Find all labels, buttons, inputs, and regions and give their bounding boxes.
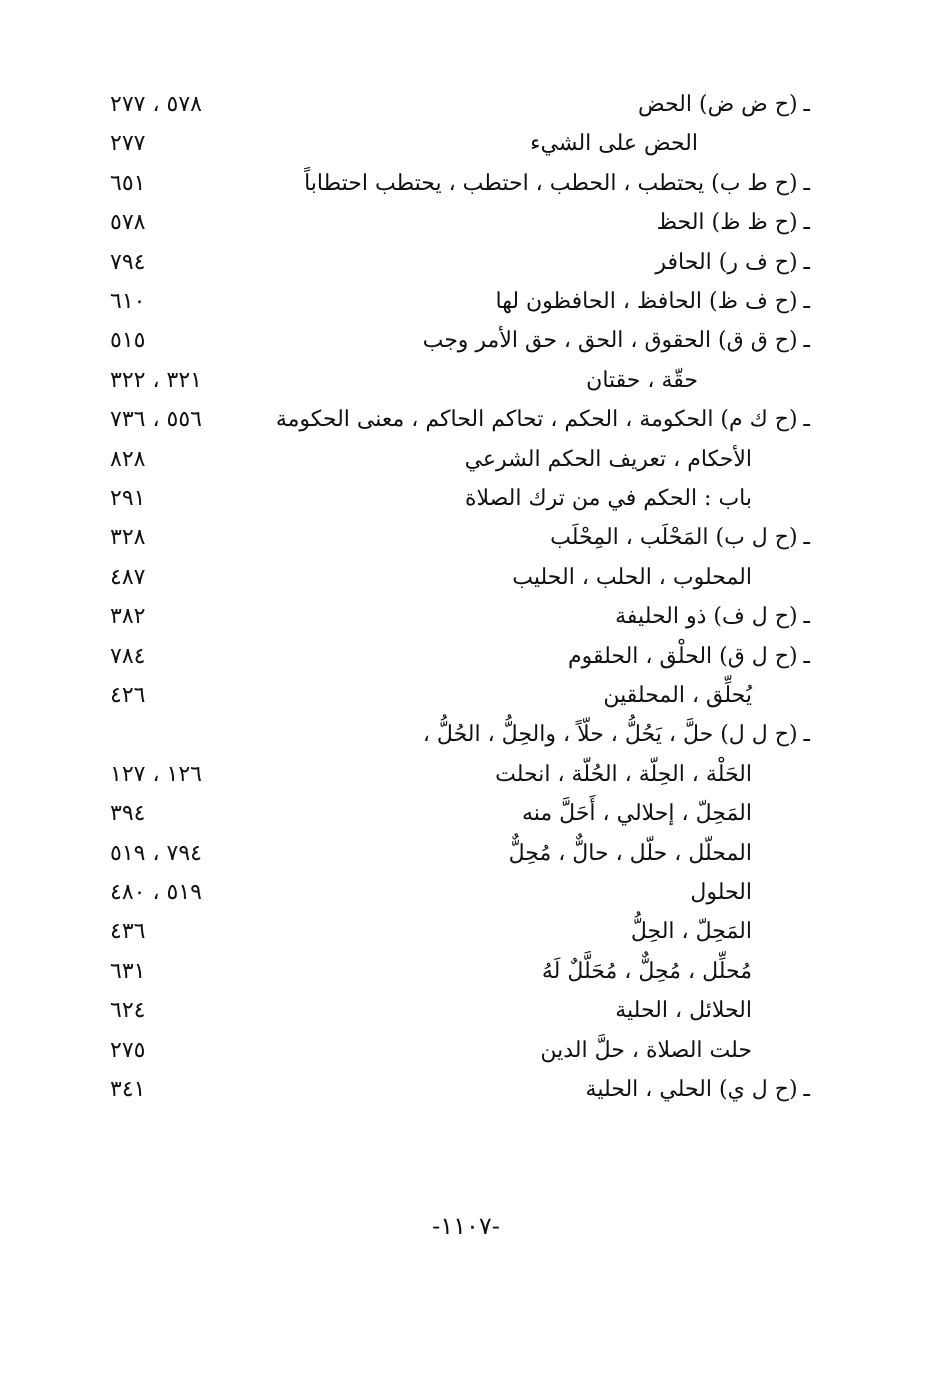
entry-pages: ٣٨٢ xyxy=(110,604,146,630)
index-entry xyxy=(110,244,810,282)
entry-pages: ٤٨٧ xyxy=(110,564,146,590)
entry-terms: المَحِلّ ، إحلالي ، أَحَلَّ منه xyxy=(521,801,752,827)
index-entry xyxy=(110,559,810,597)
index-entry xyxy=(110,362,810,400)
entry-terms: (ح ط ب) يحتطب ، الحطب ، احتطب ، يحتطب احتطاباً xyxy=(304,170,798,196)
entry-text xyxy=(495,756,752,794)
index-entry xyxy=(110,992,810,1030)
entry-dash: ـ xyxy=(803,525,810,551)
index-entry xyxy=(110,441,810,479)
entry-dash: ـ xyxy=(803,722,810,748)
index-entry xyxy=(110,756,810,794)
index-entry xyxy=(110,204,810,242)
index-entry xyxy=(110,1071,810,1109)
entry-terms: (ح ق ق) الحقوق ، الحق ، حق الأمر وجب xyxy=(422,328,798,354)
entry-text xyxy=(586,1071,810,1109)
entry-pages: ٣٩٤ xyxy=(110,801,146,827)
entry-terms: (ح ل ي) الحلي ، الحلية xyxy=(585,1077,798,1102)
entry-text xyxy=(550,519,810,557)
entry-text xyxy=(522,795,752,833)
entry-pages: ١٢٦ ، ١٢٧ xyxy=(110,761,202,787)
index-entry xyxy=(110,677,810,715)
index-entry xyxy=(110,480,810,518)
entry-text xyxy=(690,874,752,912)
index-entry xyxy=(110,638,810,676)
entry-text xyxy=(540,1032,752,1070)
entry-text xyxy=(304,165,810,203)
entry-pages: ٢٩١ xyxy=(110,486,146,511)
entry-terms: المحلّل ، حلّل ، حالٌّ ، مُحِلٌّ xyxy=(508,840,752,866)
entry-dash: ـ xyxy=(803,210,810,236)
entry-dash: ـ xyxy=(803,328,810,354)
entry-pages: ٧٨٤ xyxy=(110,643,146,669)
entry-text xyxy=(465,441,752,479)
entry-pages: ٢٧٧ xyxy=(110,131,146,157)
entry-pages: ٤٣٦ xyxy=(110,919,146,945)
index-entry xyxy=(110,125,810,163)
entry-terms: يُحلِّق ، المحلقين xyxy=(603,683,752,708)
entry-pages: ٦٣١ xyxy=(110,958,146,984)
entry-text xyxy=(615,992,752,1030)
entry-terms: مُحلِّل ، مُحِلٌّ ، مُحَلَّلٌ لَهُ xyxy=(541,958,752,984)
entry-text xyxy=(276,401,810,439)
entry-pages: ٥١٥ xyxy=(110,328,146,354)
entry-terms: حلت الصلاة ، حلَّ الدين xyxy=(540,1037,752,1063)
entry-dash: ـ xyxy=(803,289,810,314)
entry-dash: ـ xyxy=(803,643,810,669)
entry-terms: (ح ظ ظ) الحظ xyxy=(656,210,798,236)
entry-text xyxy=(495,283,810,321)
entry-text xyxy=(655,244,810,282)
index-entry xyxy=(110,795,810,833)
entry-pages: ٦٥١ xyxy=(110,170,146,196)
entry-pages: ٣٢١ ، ٣٢٢ xyxy=(110,367,202,393)
entry-text xyxy=(423,716,810,754)
entry-pages: ٥٥٦ ، ٧٣٦ xyxy=(110,407,202,433)
entry-terms: الحَلْة ، الحِلّة ، الحُلّة ، انحلت xyxy=(495,761,752,787)
entry-pages: ٧٩٤ ، ٥١٩ xyxy=(110,840,202,866)
entry-pages: ٣٢٨ xyxy=(110,525,146,551)
entry-text xyxy=(638,86,810,124)
entry-text xyxy=(568,638,810,676)
index-entry xyxy=(110,716,810,754)
index-entry xyxy=(110,401,810,439)
entry-terms: (ح ف ر) الحافر xyxy=(655,249,798,275)
entry-text xyxy=(586,362,698,400)
entry-pages: ٥٧٨ ، ٢٧٧ xyxy=(110,92,202,117)
entry-terms: المَحِلّ ، الحِلُّ xyxy=(630,919,752,945)
entry-terms: الأحكام ، تعريف الحكم الشرعي xyxy=(464,446,752,472)
entry-dash: ـ xyxy=(803,170,810,196)
index-entry xyxy=(110,86,810,124)
entry-dash: ـ xyxy=(803,407,810,433)
entry-terms: (ح ل ف) ذو الحليفة xyxy=(615,604,798,630)
entry-terms: باب : الحكم في من ترك الصلاة xyxy=(464,486,752,511)
entry-pages: ٥٧٨ xyxy=(110,210,146,236)
entry-pages: ٢٧٥ xyxy=(110,1037,146,1063)
entry-text xyxy=(603,677,752,715)
entry-text xyxy=(509,835,752,873)
entry-pages: ٣٤١ xyxy=(110,1077,146,1102)
index-entry xyxy=(110,913,810,951)
index-entry xyxy=(110,519,810,557)
entry-terms: (ح ك م) الحكومة ، الحكم ، تحاكم الحاكم ، معنى الحكومة xyxy=(275,407,798,433)
entry-text xyxy=(423,322,810,360)
entry-terms: (ح ل ب) المَحْلَب ، المِحْلَب xyxy=(550,525,798,551)
entry-terms: (ح ل ق) الحلْق ، الحلقوم xyxy=(567,643,798,669)
entry-terms: الحلائل ، الحلية xyxy=(615,998,752,1024)
entry-text xyxy=(631,913,752,951)
index-entry xyxy=(110,322,810,360)
index-entry xyxy=(110,874,810,912)
entry-dash: ـ xyxy=(803,1077,810,1102)
index-entry xyxy=(110,165,810,203)
entry-dash: ـ xyxy=(803,249,810,275)
entry-text xyxy=(512,559,752,597)
entry-pages: ٦٢٤ xyxy=(110,998,146,1024)
entry-text xyxy=(657,204,810,242)
entry-terms: الحلول xyxy=(690,880,752,905)
entry-text xyxy=(615,598,810,636)
index-entry xyxy=(110,598,810,636)
index-entry xyxy=(110,283,810,321)
entry-dash: ـ xyxy=(803,604,810,630)
entry-terms: حقّة ، حقتان xyxy=(586,367,698,393)
entry-pages: ٨٢٨ xyxy=(110,446,146,472)
index-entry xyxy=(110,1032,810,1070)
entry-pages: ٥١٩ ، ٤٨٠ xyxy=(110,880,202,905)
entry-text xyxy=(530,125,698,163)
entry-terms: الحض على الشيء xyxy=(530,131,698,157)
entry-dash: ـ xyxy=(803,92,810,117)
index-entry xyxy=(110,953,810,991)
entry-terms: (ح ل ل) حلَّ ، يَحُلُّ ، حلّاً ، والحِلُّ ، الحُلُّ ، xyxy=(422,722,798,748)
entry-text xyxy=(542,953,752,991)
index-entry xyxy=(110,835,810,873)
entry-pages: ٤٢٦ xyxy=(110,683,146,708)
entry-pages: ٦١٠ xyxy=(110,289,146,314)
entry-text xyxy=(465,480,752,518)
entry-terms: (ح ف ظ) الحافظ ، الحافظون لها xyxy=(495,289,798,314)
entry-terms: (ح ض ض) الحض xyxy=(638,92,798,117)
entry-terms: المحلوب ، الحلب ، الحليب xyxy=(512,564,752,590)
page-number: -١١٠٧- xyxy=(432,1212,500,1240)
entry-pages: ٧٩٤ xyxy=(110,249,146,275)
